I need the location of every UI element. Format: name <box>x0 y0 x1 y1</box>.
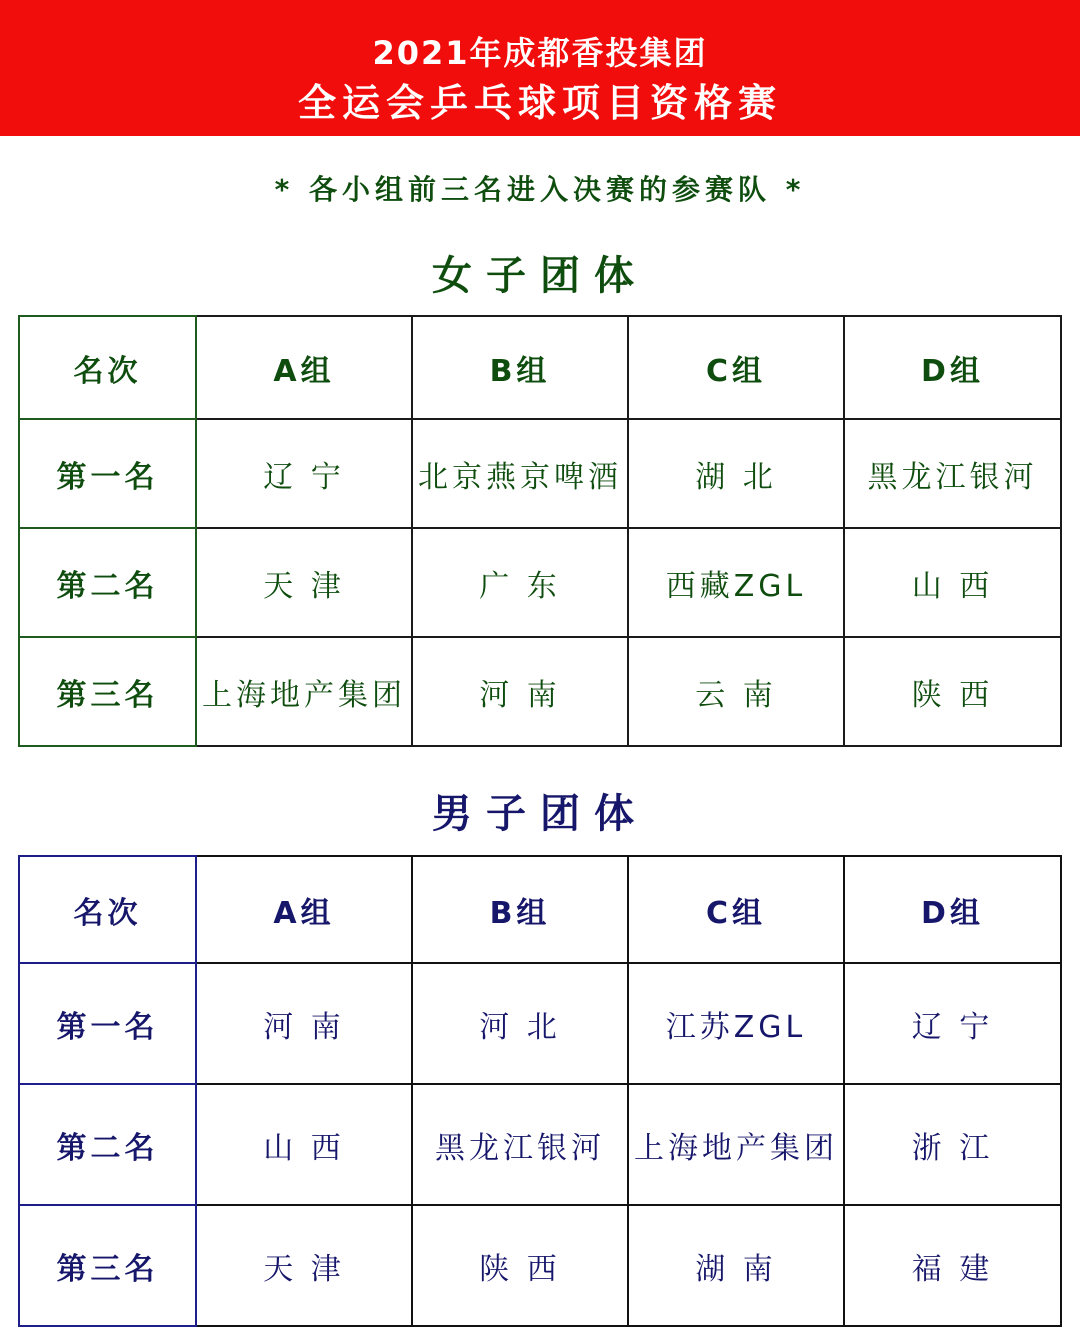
rank-cell: 第一名 <box>19 963 196 1084</box>
column-header: D组 <box>844 856 1061 963</box>
team-cell: 陕 西 <box>844 637 1061 746</box>
men-team-title: 男子团体 <box>432 791 648 837</box>
table-row <box>19 963 1061 1084</box>
subtitle: * 各小组前三名进入决赛的参赛队 * <box>274 173 806 206</box>
table-row <box>19 528 1061 637</box>
column-header: B组 <box>412 316 628 419</box>
men-team-table <box>18 855 1062 1327</box>
table-row <box>19 637 1061 746</box>
team-cell: 黑龙江银河 <box>412 1084 628 1205</box>
team-cell: 上海地产集团 <box>628 1084 844 1205</box>
column-header: B组 <box>412 856 628 963</box>
rank-cell: 第三名 <box>19 637 196 746</box>
team-cell: 福 建 <box>844 1205 1061 1326</box>
team-cell: 湖 北 <box>628 419 844 528</box>
rank-cell: 第二名 <box>19 1084 196 1205</box>
column-header: 名次 <box>19 856 196 963</box>
women-team-title: 女子团体 <box>432 253 648 299</box>
team-cell: 云 南 <box>628 637 844 746</box>
table-row <box>19 1205 1061 1326</box>
title-line-1: 2021年成都香投集团 <box>372 34 708 72</box>
team-cell: 河 北 <box>412 963 628 1084</box>
table-row <box>19 1084 1061 1205</box>
team-cell: 辽 宁 <box>196 419 412 528</box>
column-header: A组 <box>196 856 412 963</box>
column-header: A组 <box>196 316 412 419</box>
column-header: 名次 <box>19 316 196 419</box>
table-header-row <box>19 316 1061 419</box>
team-cell: 天 津 <box>196 1205 412 1326</box>
column-header: C组 <box>628 316 844 419</box>
team-cell: 北京燕京啤酒 <box>412 419 628 528</box>
team-cell: 广 东 <box>412 528 628 637</box>
team-cell: 山 西 <box>844 528 1061 637</box>
table-header-row <box>19 856 1061 963</box>
team-cell: 浙 江 <box>844 1084 1061 1205</box>
team-cell: 河 南 <box>196 963 412 1084</box>
team-cell: 上海地产集团 <box>196 637 412 746</box>
women-team-table <box>18 315 1062 747</box>
team-cell: 西藏ZGL <box>628 528 844 637</box>
rank-cell: 第三名 <box>19 1205 196 1326</box>
team-cell: 陕 西 <box>412 1205 628 1326</box>
team-cell: 黑龙江银河 <box>844 419 1061 528</box>
team-cell: 江苏ZGL <box>628 963 844 1084</box>
table-row <box>19 419 1061 528</box>
team-cell: 河 南 <box>412 637 628 746</box>
rank-cell: 第二名 <box>19 528 196 637</box>
column-header: D组 <box>844 316 1061 419</box>
team-cell: 湖 南 <box>628 1205 844 1326</box>
title-line-2: 全运会乒乓球项目资格赛 <box>297 81 782 125</box>
rank-cell: 第一名 <box>19 419 196 528</box>
team-cell: 天 津 <box>196 528 412 637</box>
team-cell: 山 西 <box>196 1084 412 1205</box>
title-banner <box>0 0 1080 136</box>
column-header: C组 <box>628 856 844 963</box>
team-cell: 辽 宁 <box>844 963 1061 1084</box>
